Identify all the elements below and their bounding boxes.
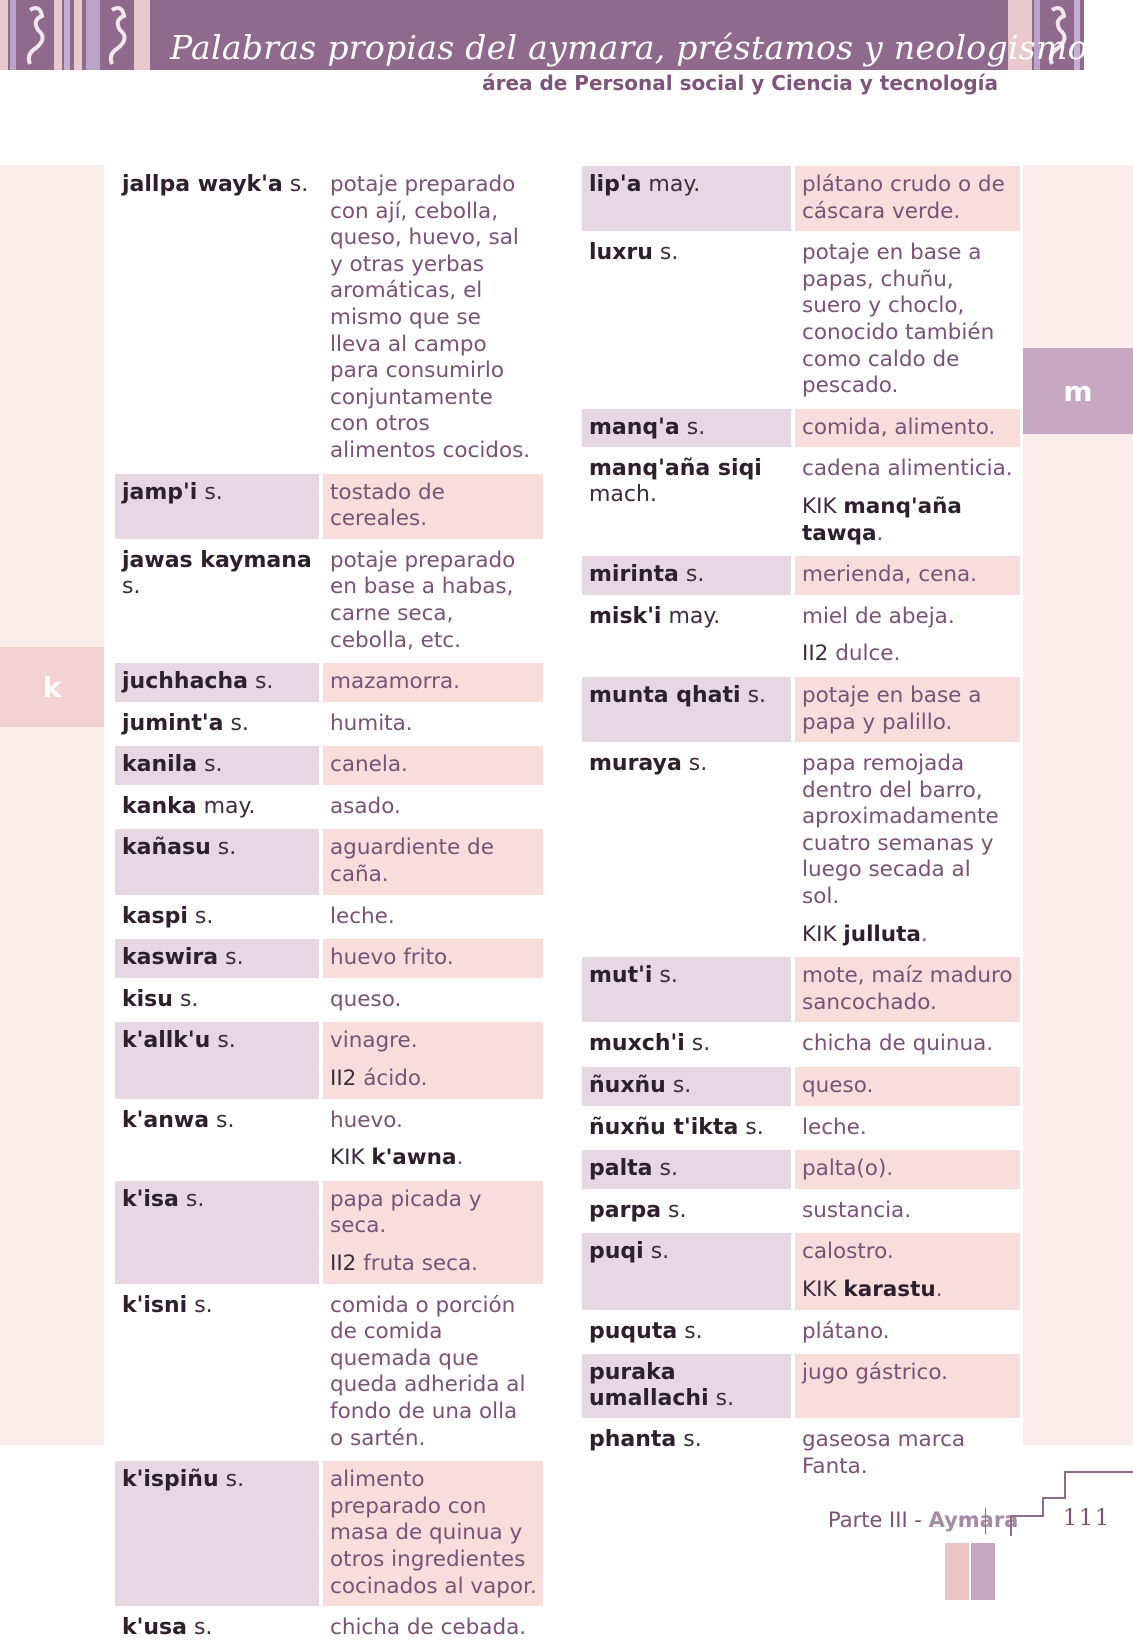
definition-text: tostado de cereales. — [330, 479, 445, 532]
definition-line — [330, 835, 537, 888]
definition-label: KIK — [802, 921, 837, 947]
definition-text: jugo gástrico. — [802, 1360, 948, 1386]
entry-definition — [795, 409, 1020, 448]
entry-term — [582, 166, 791, 231]
entry-term — [582, 1421, 791, 1486]
definition-text: canela. — [330, 752, 408, 778]
entry-term — [115, 474, 319, 539]
page-number: 111 — [1063, 1506, 1111, 1531]
definition-text: huevo. — [330, 1107, 403, 1133]
definition-text: humita. — [330, 710, 413, 736]
entry-definition — [795, 745, 1020, 954]
entry-definition — [795, 1067, 1020, 1106]
glossary-entry — [115, 1609, 543, 1648]
page-subtitle: área de Personal social y Ciencia y tecnología — [482, 71, 998, 95]
term-word: kañasu — [122, 835, 211, 861]
entry-term — [115, 663, 319, 702]
ornament-stripes-left-icon — [0, 0, 150, 70]
glossary-entry — [582, 1233, 1020, 1309]
entry-definition — [323, 746, 543, 785]
entry-term — [115, 981, 319, 1020]
grammar-tag: may. — [648, 172, 701, 197]
term-word: mut'i — [589, 963, 653, 989]
entry-term — [582, 409, 791, 448]
definition-line — [330, 1108, 537, 1135]
definition-line — [802, 456, 1014, 483]
definition-line — [330, 945, 537, 972]
definition-line — [802, 415, 1014, 442]
entry-term — [582, 234, 791, 406]
glossary-entry — [115, 746, 543, 785]
glossary-entry — [115, 829, 543, 894]
definition-text: fruta seca. — [363, 1251, 478, 1276]
term-word: k'isa — [122, 1186, 179, 1212]
footer-bar-mauve — [971, 1543, 995, 1600]
entry-term — [582, 1192, 791, 1231]
definition-line — [330, 1251, 537, 1278]
entry-term — [115, 705, 319, 744]
definition-label: II2 — [802, 641, 829, 667]
definition-text: potaje en base a papas, chuñu, suero y choclo, conocido también como caldo de pescado. — [802, 240, 995, 399]
definition-text: . — [935, 1277, 943, 1302]
glossary-entry — [582, 677, 1020, 742]
glossary-entry — [115, 542, 543, 660]
entry-definition — [795, 1150, 1020, 1189]
definition-line — [802, 922, 1014, 949]
entry-definition — [323, 829, 543, 894]
term-word: kaspi — [122, 903, 188, 929]
definition-text: leche. — [330, 903, 395, 929]
entry-definition — [323, 474, 543, 539]
entry-definition — [795, 1354, 1020, 1418]
entry-term — [582, 1067, 791, 1106]
grammar-tag: may. — [203, 793, 256, 819]
glossary-entry — [582, 1192, 1020, 1231]
glossary-entry — [115, 166, 543, 471]
entry-term — [582, 1150, 791, 1189]
definition-text: plátano crudo o de cáscara verde. — [802, 172, 1005, 224]
definition-line — [330, 1066, 537, 1093]
glossary-entry — [115, 474, 543, 539]
entry-definition — [795, 957, 1020, 1022]
definition-line — [802, 1031, 1014, 1058]
definition-line — [802, 1156, 1014, 1183]
definition-line — [802, 1319, 1014, 1346]
grammar-tag: s. — [194, 903, 214, 929]
definition-line — [802, 1427, 1014, 1480]
term-word: jallpa wayk'a — [122, 172, 283, 197]
term-word: k'ispiñu — [122, 1467, 219, 1493]
grammar-tag: mach. — [589, 482, 657, 508]
letter-tab-m: m — [1023, 348, 1133, 434]
definition-text: potaje preparado con ají, cebolla, queso, huevo, sal y otras yerbas aromáticas, el mismo que se lleva al campo para consumirlo conjuntamente con otros alimentos cocidos. — [330, 172, 531, 463]
grammar-tag: s. — [217, 835, 237, 861]
entry-definition — [795, 1025, 1020, 1064]
definition-text: vinagre. — [330, 1028, 418, 1054]
glossary-column-right — [582, 166, 1020, 1489]
definition-text: queso. — [802, 1073, 874, 1099]
entry-term — [115, 1461, 319, 1606]
glossary-entry — [582, 1067, 1020, 1106]
definition-line — [802, 641, 1014, 668]
entry-term — [582, 1354, 791, 1418]
glossary-entry — [582, 1150, 1020, 1189]
grammar-tag: s. — [684, 1318, 703, 1344]
definition-line — [802, 172, 1014, 225]
definition-text: . — [456, 1145, 464, 1171]
definition-text: calostro. — [802, 1239, 894, 1265]
entry-term — [582, 677, 791, 742]
grammar-tag: s. — [225, 945, 244, 971]
glossary-entry — [115, 981, 543, 1020]
entry-term — [115, 1287, 319, 1459]
grammar-tag: s. — [688, 751, 708, 777]
entry-term — [582, 1109, 791, 1148]
entry-term — [582, 598, 791, 674]
grammar-tag: s. — [659, 240, 679, 266]
grammar-tag: s. — [659, 963, 678, 989]
definition-line — [330, 172, 537, 465]
grammar-tag: s. — [179, 986, 199, 1012]
definition-line — [330, 669, 537, 696]
definition-text: mazamorra. — [330, 669, 460, 695]
definition-line — [330, 1187, 537, 1240]
definition-line — [802, 683, 1014, 736]
grammar-tag: s. — [254, 669, 274, 695]
entry-definition — [323, 1461, 543, 1606]
definition-line — [802, 1360, 1014, 1387]
related-term: manq'aña tawqa — [802, 493, 962, 546]
entry-definition — [795, 234, 1020, 406]
definition-line — [330, 904, 537, 931]
entry-definition — [323, 898, 543, 937]
term-word: puraka umallachi — [589, 1360, 709, 1412]
entry-definition — [795, 450, 1020, 553]
glossary-entry — [115, 898, 543, 937]
grammar-tag: s. — [685, 562, 705, 588]
grammar-tag: s. — [691, 1031, 711, 1057]
definition-line — [802, 1277, 1014, 1304]
term-word: jawas kaymana — [122, 547, 312, 573]
entry-term — [582, 1313, 791, 1352]
entry-definition — [795, 1313, 1020, 1352]
entry-term — [115, 1022, 319, 1098]
term-word: jamp'i — [122, 479, 198, 505]
definition-text: alimento preparado con masa de quinua y otros ingredientes cocinados al vapor. — [330, 1467, 537, 1599]
definition-line — [802, 562, 1014, 589]
term-word: k'usa — [122, 1615, 187, 1641]
grammar-tag: s. — [683, 1427, 702, 1453]
glossary-entry — [582, 957, 1020, 1022]
glossary-entry — [582, 598, 1020, 674]
definition-text: sustancia. — [802, 1197, 912, 1223]
entry-definition — [795, 166, 1020, 231]
entry-term — [115, 1181, 319, 1284]
entry-term — [582, 957, 791, 1022]
footer-language: Aymara — [928, 1508, 1019, 1532]
side-band-left — [0, 165, 104, 1445]
definition-line — [330, 987, 537, 1014]
definition-text: ácido. — [363, 1066, 428, 1092]
glossary-entry — [115, 1287, 543, 1459]
related-term: karastu — [843, 1277, 936, 1302]
definition-text: miel de abeja. — [802, 603, 955, 629]
definition-text: huevo frito. — [330, 945, 454, 971]
definition-label: KIK — [802, 1277, 837, 1302]
entry-definition — [323, 981, 543, 1020]
glossary-entry — [582, 745, 1020, 954]
definition-line — [802, 494, 1014, 547]
grammar-tag: may. — [668, 603, 721, 629]
definition-text: leche. — [802, 1114, 867, 1140]
term-word: puqi — [589, 1239, 644, 1265]
definition-text: potaje en base a papa y palillo. — [802, 682, 982, 735]
definition-line — [330, 1293, 537, 1453]
definition-line — [802, 963, 1014, 1016]
footer-part-label: Parte III - — [828, 1508, 922, 1532]
definition-line — [802, 1239, 1014, 1266]
definition-text: chicha de quinua. — [802, 1031, 994, 1057]
entry-term — [115, 542, 319, 660]
entry-definition — [323, 1102, 543, 1178]
definition-line — [802, 1115, 1014, 1142]
grammar-tag: s. — [216, 1107, 235, 1133]
term-word: parpa — [589, 1197, 662, 1223]
glossary-entry — [582, 409, 1020, 448]
term-word: jumint'a — [122, 710, 224, 736]
glossary-entry — [582, 556, 1020, 595]
grammar-tag: s. — [217, 1028, 236, 1054]
term-word: munta qhati — [589, 682, 741, 708]
entry-term — [115, 1609, 319, 1648]
term-word: ñuxñu t'ikta — [589, 1114, 739, 1140]
definition-text: . — [876, 520, 884, 546]
definition-text: comida o porción de comida quemada que queda adherida al fondo de una olla o sartén. — [330, 1292, 526, 1451]
definition-text: plátano. — [802, 1318, 890, 1344]
term-word: muxch'i — [589, 1031, 685, 1057]
definition-line — [330, 794, 537, 821]
entry-definition — [795, 598, 1020, 674]
related-term: julluta — [843, 921, 921, 947]
entry-term — [582, 450, 791, 553]
entry-definition — [323, 663, 543, 702]
term-word: kisu — [122, 986, 173, 1012]
footer-bar-pink — [945, 1543, 969, 1600]
definition-line — [330, 711, 537, 738]
entry-term — [115, 166, 319, 471]
definition-line — [802, 604, 1014, 631]
grammar-tag: s. — [289, 172, 309, 197]
grammar-tag: s. — [204, 479, 223, 505]
glossary-entry — [582, 166, 1020, 231]
definition-label: II2 — [330, 1251, 357, 1276]
term-word: muraya — [589, 751, 682, 777]
grammar-tag: s. — [225, 1467, 245, 1493]
definition-line — [802, 1198, 1014, 1225]
definition-line — [802, 1073, 1014, 1100]
glossary-entry — [582, 1109, 1020, 1148]
glossary-entry — [115, 705, 543, 744]
definition-label: II2 — [330, 1066, 357, 1092]
entry-definition — [795, 1109, 1020, 1148]
glossary-column-left — [115, 166, 543, 1651]
definition-line — [802, 751, 1014, 911]
page-title: Palabras propias del aymara, préstamos y neologismos — [170, 28, 1105, 67]
term-word: k'isni — [122, 1292, 188, 1318]
glossary-entry — [115, 788, 543, 827]
grammar-tag: s. — [194, 1292, 213, 1318]
glossary-entry — [115, 1461, 543, 1606]
definition-text: dulce. — [835, 641, 901, 667]
glossary-entry — [582, 1025, 1020, 1064]
term-word: k'allk'u — [122, 1028, 211, 1054]
grammar-tag: s. — [204, 752, 223, 778]
glossary-entry — [582, 450, 1020, 553]
glossary-entry — [115, 1102, 543, 1178]
definition-line — [330, 1145, 537, 1172]
entry-term — [582, 1233, 791, 1309]
entry-term — [115, 746, 319, 785]
entry-term — [115, 788, 319, 827]
entry-definition — [323, 1181, 543, 1284]
entry-term — [115, 1102, 319, 1178]
entry-term — [582, 556, 791, 595]
grammar-tag: s. — [230, 710, 249, 736]
grammar-tag: s. — [747, 682, 767, 708]
glossary-entry — [115, 1181, 543, 1284]
definition-text: . — [920, 921, 928, 947]
definition-text: potaje preparado en base a habas, carne seca, cebolla, etc. — [330, 547, 516, 653]
term-word: mirinta — [589, 562, 679, 588]
definition-text: mote, maíz maduro sancochado. — [802, 963, 1013, 1015]
definition-text: palta(o). — [802, 1156, 894, 1182]
entry-definition — [795, 1192, 1020, 1231]
term-word: juchhacha — [122, 669, 248, 695]
entry-definition — [795, 1233, 1020, 1309]
term-word: manq'a — [589, 414, 680, 440]
definition-text: cadena alimenticia. — [802, 456, 1013, 482]
grammar-tag: s. — [650, 1239, 670, 1265]
definition-text: papa picada y seca. — [330, 1186, 482, 1239]
entry-definition — [795, 556, 1020, 595]
definition-text: papa remojada dentro del barro, aproximadamente cuatro semanas y luego secada al sol. — [802, 751, 999, 910]
grammar-tag: s. — [185, 1186, 205, 1212]
entry-definition — [323, 788, 543, 827]
grammar-tag: s. — [745, 1114, 764, 1140]
glossary-entry — [582, 1421, 1020, 1486]
definition-text: chicha de cebada. — [330, 1615, 527, 1641]
glossary-entry — [582, 1313, 1020, 1352]
definition-line — [802, 240, 1014, 400]
term-word: kaswira — [122, 945, 219, 971]
entry-definition — [323, 166, 543, 471]
grammar-tag: s. — [659, 1156, 678, 1182]
entry-definition — [323, 1287, 543, 1459]
definition-text: merienda, cena. — [802, 562, 978, 588]
header-decoration — [0, 0, 150, 70]
term-word: luxru — [589, 240, 653, 266]
term-word: kanila — [122, 752, 198, 778]
grammar-tag: s. — [715, 1386, 735, 1412]
entry-definition — [323, 1022, 543, 1098]
definition-text: comida, alimento. — [802, 414, 996, 440]
term-word: manq'aña siqi — [589, 456, 762, 482]
definition-label: KIK — [802, 493, 837, 519]
entry-term — [115, 898, 319, 937]
glossary-entry — [115, 1022, 543, 1098]
definition-line — [330, 548, 537, 654]
entry-definition — [795, 677, 1020, 742]
definition-text: aguardiente de caña. — [330, 835, 494, 888]
definition-text: gaseosa marca Fanta. — [802, 1427, 966, 1479]
term-word: ñuxñu — [589, 1073, 666, 1099]
grammar-tag: s. — [686, 414, 706, 440]
glossary-entry — [115, 663, 543, 702]
entry-term — [582, 1025, 791, 1064]
term-word: k'anwa — [122, 1107, 210, 1133]
term-word: misk'i — [589, 603, 662, 629]
glossary-entry — [582, 1354, 1020, 1418]
term-word: kanka — [122, 793, 197, 819]
glossary-entry — [582, 234, 1020, 406]
grammar-tag: s. — [193, 1615, 213, 1641]
definition-line — [330, 1028, 537, 1055]
grammar-tag: s. — [122, 573, 141, 599]
entry-definition — [323, 705, 543, 744]
definition-line — [330, 752, 537, 779]
letter-tab-k: k — [0, 647, 104, 727]
entry-definition — [323, 542, 543, 660]
glossary-entry — [115, 939, 543, 978]
term-word: phanta — [589, 1427, 677, 1453]
term-word: palta — [589, 1156, 653, 1182]
related-term: k'awna — [371, 1145, 457, 1171]
term-word: puquta — [589, 1318, 678, 1344]
entry-term — [115, 939, 319, 978]
definition-label: KIK — [330, 1145, 365, 1171]
entry-definition — [323, 939, 543, 978]
term-word: lip'a — [589, 172, 642, 197]
entry-definition — [323, 1609, 543, 1648]
definition-text: queso. — [330, 986, 402, 1012]
entry-term — [582, 745, 791, 954]
definition-line — [330, 1615, 537, 1642]
grammar-tag: s. — [668, 1197, 687, 1223]
definition-line — [330, 1467, 537, 1600]
grammar-tag: s. — [672, 1073, 692, 1099]
definition-text: asado. — [330, 793, 401, 819]
entry-term — [115, 829, 319, 894]
definition-line — [330, 480, 537, 533]
